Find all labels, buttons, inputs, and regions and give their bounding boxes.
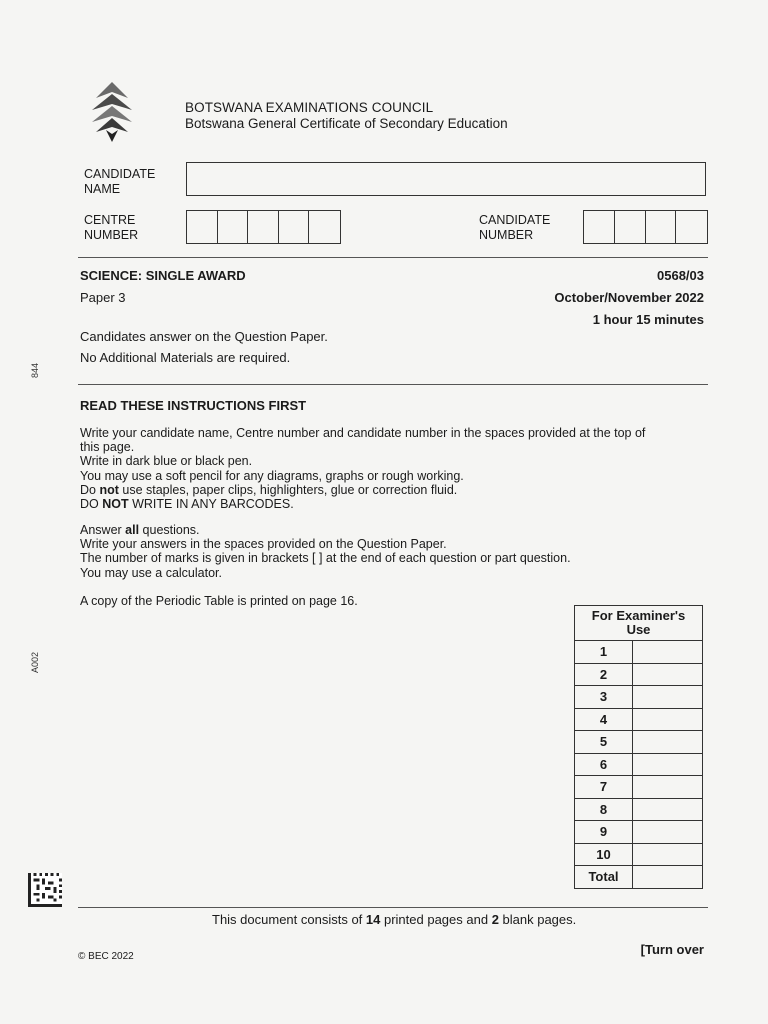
examiner-use-table	[574, 605, 703, 889]
table-row: 1	[575, 641, 703, 664]
table-row: 3	[575, 686, 703, 709]
instructions-heading: READ THESE INSTRUCTIONS FIRST	[80, 398, 307, 413]
table-row: 6	[575, 753, 703, 776]
candidate-number-field[interactable]	[583, 210, 708, 244]
instructions-block-2: Answer all questions. Write your answers in the spaces provided on the Question Paper. The number of marks is given in brackets [ ] at the end of each question or part question. You may use a calculator.	[80, 523, 571, 580]
mark-cell[interactable]	[633, 708, 703, 731]
mark-cell[interactable]	[633, 776, 703, 799]
total-cell[interactable]	[633, 866, 703, 889]
syllabus-code: 0568/03	[657, 268, 704, 283]
margin-code-top: 844	[30, 362, 40, 378]
exam-session: October/November 2022	[554, 290, 704, 305]
table-row: 9	[575, 821, 703, 844]
turn-over-note: [Turn over	[640, 942, 704, 957]
mark-cell[interactable]	[633, 686, 703, 709]
divider	[78, 257, 708, 258]
mark-cell[interactable]	[633, 663, 703, 686]
examiner-table-header: For Examiner's Use	[575, 606, 703, 641]
centre-number-field[interactable]	[186, 210, 341, 244]
bec-crest-icon	[88, 80, 136, 144]
organisation-name: BOTSWANA EXAMINATIONS COUNCIL	[185, 100, 434, 115]
mark-cell[interactable]	[633, 821, 703, 844]
mark-cell[interactable]	[633, 641, 703, 664]
divider	[78, 907, 708, 908]
page-count-note: This document consists of 14 printed pages and 2 blank pages.	[212, 912, 577, 927]
table-row: 10	[575, 843, 703, 866]
2d-barcode-icon	[28, 873, 62, 907]
candidate-number-label: CANDIDATE NUMBER	[479, 213, 551, 242]
mark-cell[interactable]	[633, 798, 703, 821]
mark-cell[interactable]	[633, 843, 703, 866]
periodic-table-note: A copy of the Periodic Table is printed on page 16.	[80, 594, 358, 608]
mark-cell[interactable]	[633, 731, 703, 754]
paper-number: Paper 3	[80, 290, 126, 305]
table-row: 2	[575, 663, 703, 686]
candidate-name-label: CANDIDATE NAME	[84, 167, 156, 196]
table-row: 4	[575, 708, 703, 731]
copyright: © BEC 2022	[78, 951, 134, 962]
margin-code-mid: A002	[30, 651, 40, 673]
mark-cell[interactable]	[633, 753, 703, 776]
exam-duration: 1 hour 15 minutes	[592, 312, 704, 327]
centre-number-label: CENTRE NUMBER	[84, 213, 139, 242]
table-row: 5	[575, 731, 703, 754]
table-row: Total	[575, 866, 703, 889]
qualification-name: Botswana General Certificate of Secondary Education	[185, 116, 508, 131]
table-row: 8	[575, 798, 703, 821]
subject-title: SCIENCE: SINGLE AWARD	[80, 268, 246, 283]
table-row: 7	[575, 776, 703, 799]
candidate-name-field[interactable]	[186, 162, 706, 196]
materials-note-2: No Additional Materials are required.	[80, 350, 291, 365]
divider	[78, 384, 708, 385]
materials-note-1: Candidates answer on the Question Paper.	[80, 329, 328, 344]
instructions-block-1: Write your candidate name, Centre number and candidate number in the spaces provided at the top of this page. Write in dark blue or black pen. You may use a soft pencil for any diagrams, graphs or rough working. Do not use staples, paper clips, highlighters, glue or correction fluid. DO NOT WRITE IN ANY BARCODES.	[80, 426, 646, 512]
